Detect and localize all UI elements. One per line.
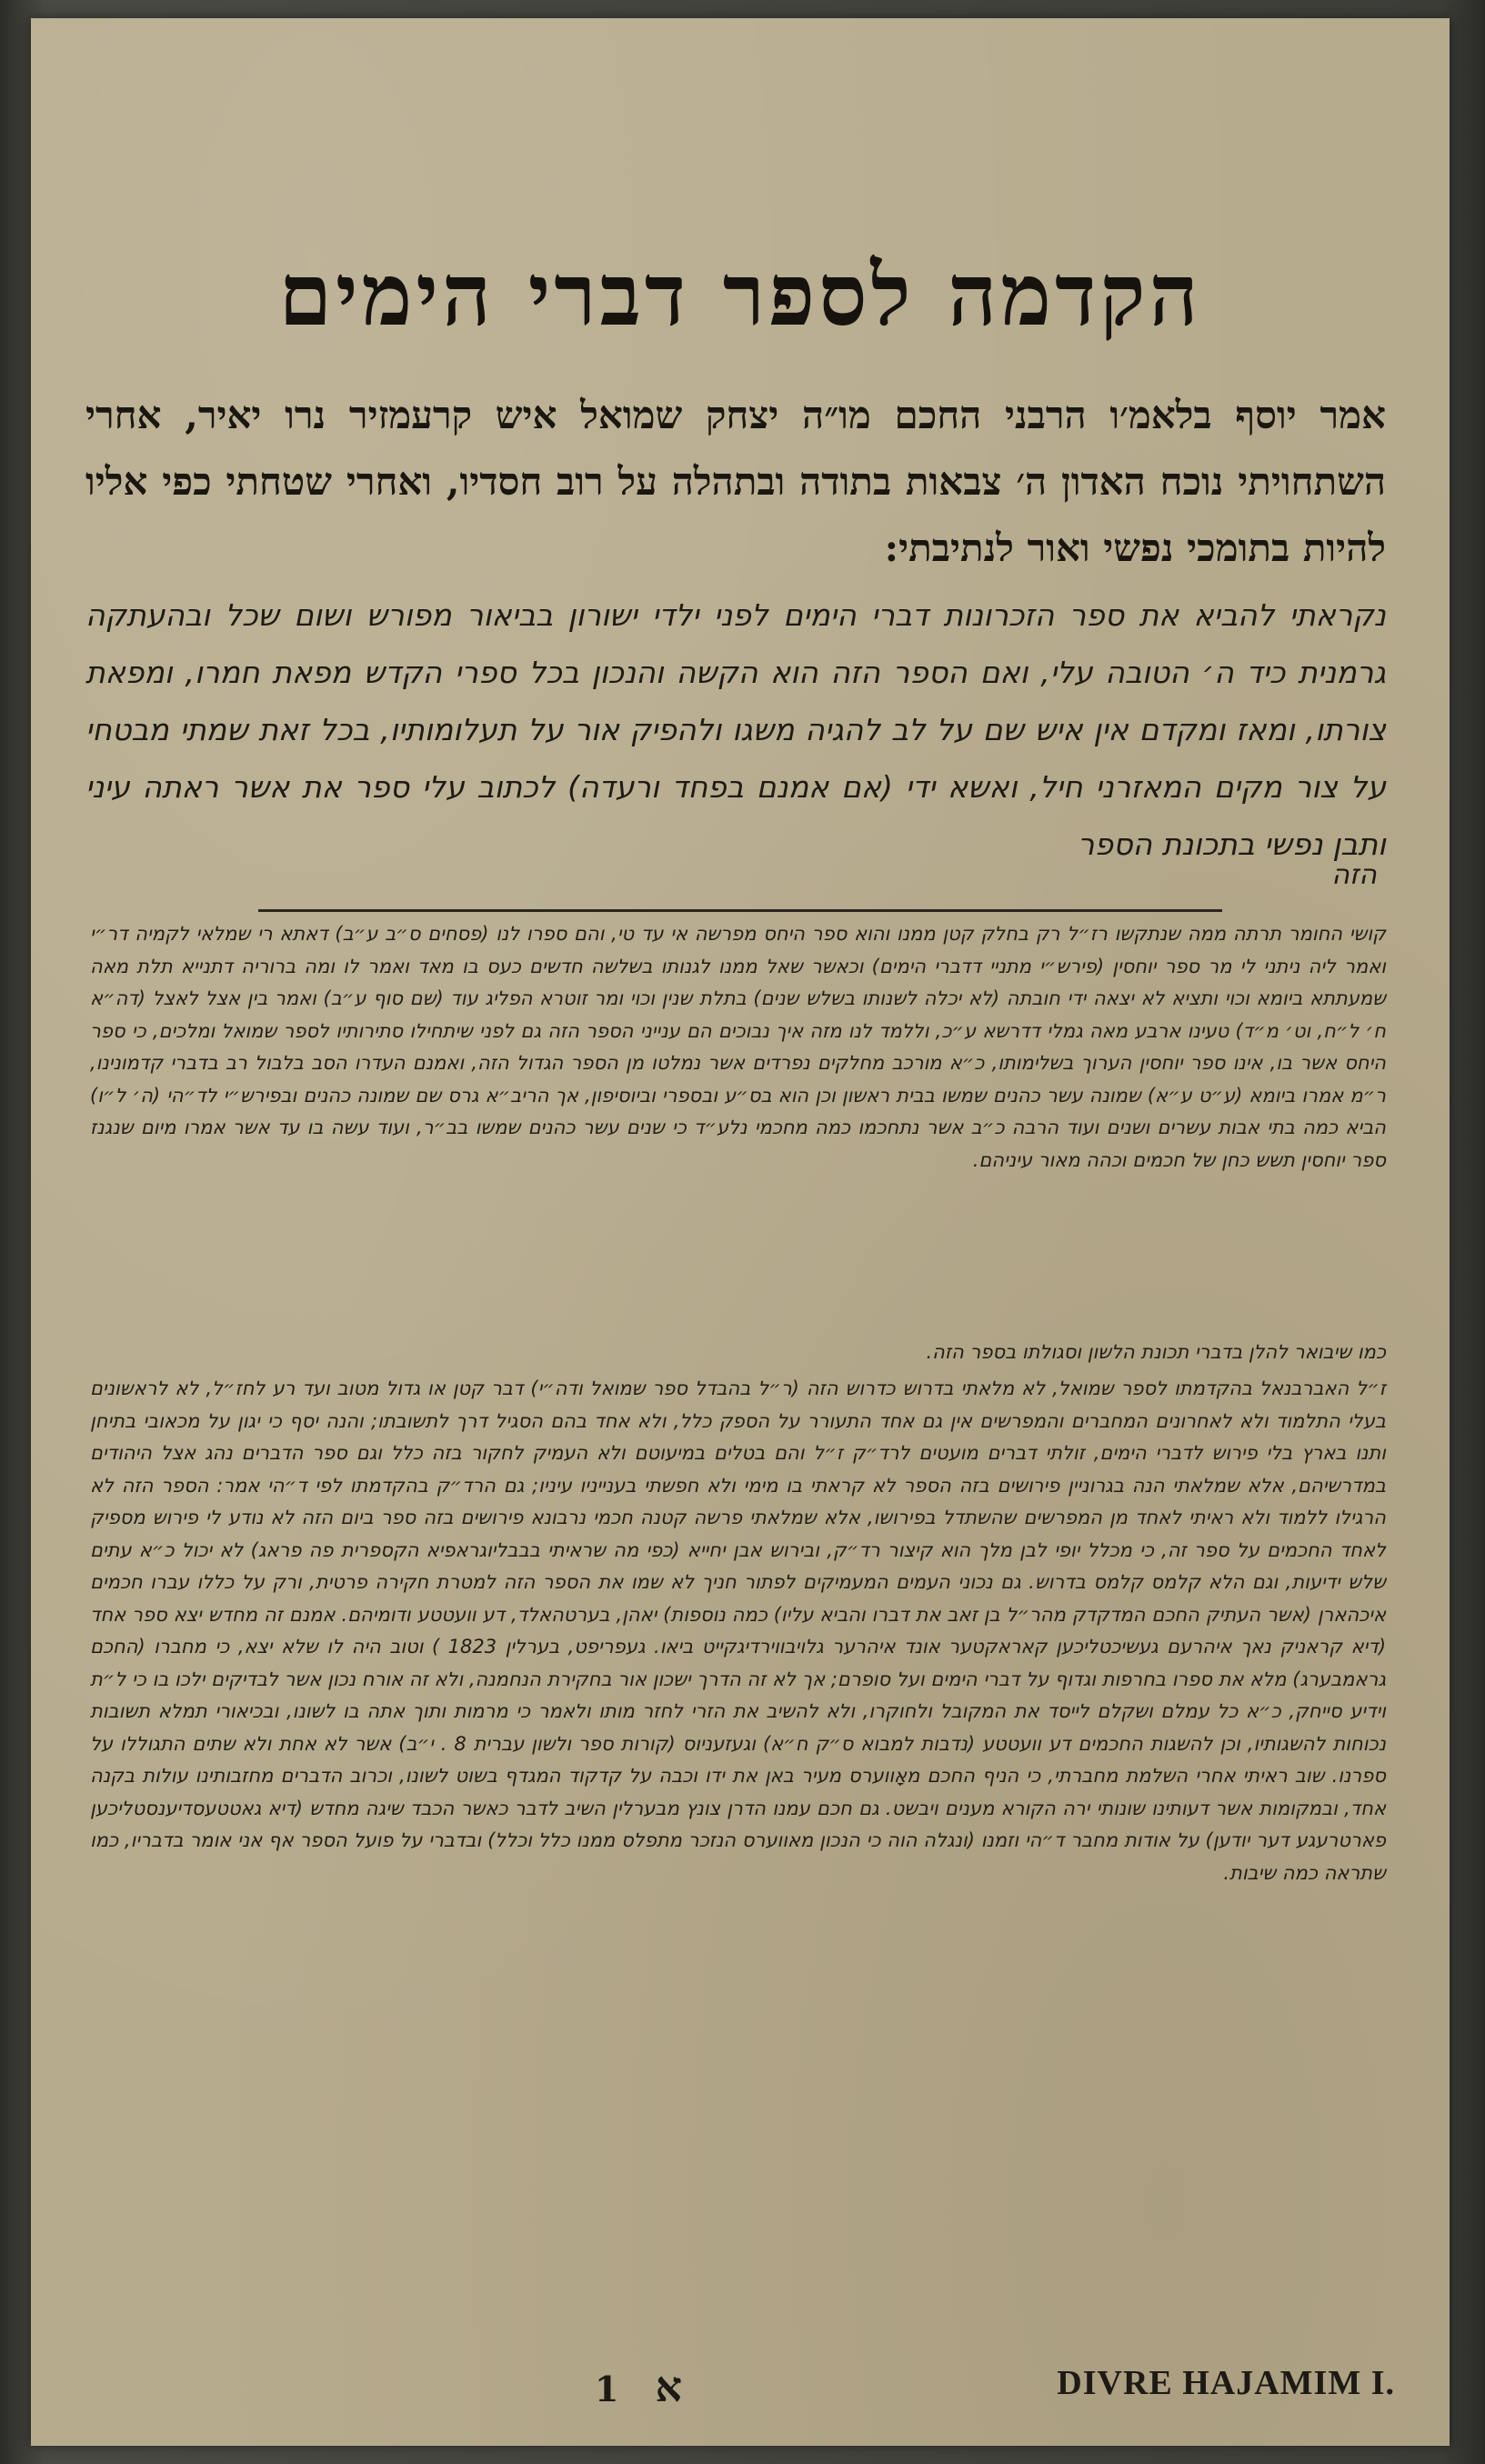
footnote-b: כמו שיבואר להלן בדברי תכונת הלשון וסגולתו בספר הזה.: [926, 1341, 1386, 1363]
footnote-divider: [258, 909, 1222, 912]
main-paragraph: [85, 586, 1386, 873]
main-paragraph-text: נקראתי להביא את ספר הזכרונות דברי הימים לפני ילדי ישורון בביאור מפורש ושום שכל ובהעתקה גרמנית כיד ה׳ הטובה עלי, ואם הספר הזה הוא הקשה והנכון בכל ספרי הקדש מפאת חמרו, ומפאת צורתו, ומאז ומקדם אין איש שם על לב להגיה משגו ולהפיק אור על תעלומותיו, בכל זאת שמתי מבטחי על צור מקים המאזרני חיל, ואשא ידי (אם אמנם בפחד ורעדה) לכתוב עלי ספר את אשר ראתה עיני ותבן נפשי בתכונת הספר: [85, 597, 1386, 862]
main-paragraph-last-word: הזה: [1331, 859, 1377, 891]
signature-mark: [595, 2359, 682, 2417]
footnote-c: ז״ל האברבנאל בהקדמתו לספר שמואל, לא מלאתי בדרוש כדרוש הזה (ר״ל בהבדל ספר שמואל ודה״י) דבר קטן או גדול מטוב ועד רע לחז״ל, לא לראשונים בעלי התלמוד ולא לאחרונים המחברים והמפרשים אין גם אחד התעורר על הספק כלל, ולא אחד בהם הסגיל דרך לתשובתו; והנה יסף כי יגון על מכאובי בתיחן ותנו בארץ בלי פירוש לדברי הימים, זולתי דברים מועטים לרד״ק ז״ל והם בטלים במיעוטם ולא העמיק לחקור בזה כלל וגם ספר הדברים נהג אצל היהודים במדרשיהם, אלא שמלאתי הנה בגרוניין פירושים בזה הספר לא קראתי בו מימי ולא חפשתי בענייניו עיניו; גם הרד״ק בהקדמתו לפי ד״הי אמר: הספר הזה לא הרגילו ללמוד ולא ראיתי לאחד מן המפרשים שהשתדל בפירושו, אלא שמלאתי פרשה קטנה חכמי נרבונא פירושים בזה ספר ביום הזה לא נודע לי פירוש מספיק לאחד החכמים על ספר זה, כי מכלל יופי לבן מלך הוא קיצור רד״ק, ובירוש אבן יחייא (כפי מה שראיתי בבבליוגראפיא הקספרית פה פראג) לא יכול כ״א עתים שלש ידיעות, וגם הלא קלמס קלמס בדרוש. גם נכוני העמים המעמיקים לפתור חניך לא שמו את הספר הזה למטרת חקירה פרטית, ורק על כללו עברו חכמים איכהארן (אשר העתיק החכם המדקדק מהר״ל בן זאב את דברו והביא עליו) כמה נוספות) יאהן, בערטהאלד, דע וועטטע ודומיהם. אמנם זה מחדש יצא ספר אחד (דיא קראניק נאך איהרעם געשיכטליכען קאראקטער אונד איהרער גלויבווירדיגקייט ביאו. געפריפט, בערלין 1823 ) וטוב היה לו שלא יצא, כי מחברו (החכם גראמבערג) מלא את ספרו בחרפות וגדוף על דברי הימים ועל סופרם; אך לא זה הדרך ישכון אור בחקירת הנחמנה, ולא זה אורח נכון אשר לבדיקים ילכו בו כי ל״ת וידיע סייחק, כ״א כל עמלם ושקלם לייסד את המקובל ולחוקרו, ולא להשיב את הזרי לחזר מותו ולאמר כי מרמות ותוך אתה בו לשונו, ובכיאורי תמלא תשובות נכוחות להשגותיו, וכן להשגות החכמים דע וועטטע (נדבות למבוא ס״ק ח״א) וגעזעניוס (קורות ספר ולשון עברית 8 . י״ב) אשר לא אחת ולא שתים התגוללו על ספרנו. שוב ראיתי אחרי השלמת מחברתי, כי הניף החכם מאָווערס מעיר באן את ידו וכבה על קדקוד המגדף בשוט לשונו, וכרוב הדברים מחזבותינו עולות בקנה אחד, ובמקומות אשר דעותינו שונותי ירה הקורא מענים ויבשט. גם חכם עמנו הדרן צונץ מבערלין השיב לדבר כאשר הכבד שיגה מחדש (דיא גאטטעסדיענסטליכען פארטרעגע דער יודען) על אודות מחבר ד״הי וזמנו (ונגלה הוה כי הנכון מאווערס הנזכר מתפלס ממנו כלל וכלל) ובדברי על פועל הספר אף אני אומר בדבריו, כמו שתראה כמה שיבות.: [90, 1377, 1387, 1884]
footnote-a: קושי החומר תרתה ממה שנתקשו רז״ל רק בחלק קטן ממנו והוא ספר היחס מפרשה אי עד טי, והם ספרו לנו (פסחים ס״ב ע״ב) דאתא רי שמלאי לקמיה דר״י ואמר ליה ניתני לי מר ספר יוחסין (פירש״י מתניי דדברי הימים) וכאשר שאל ממנו לגנותו בשלשה חדשים כעס בו מאד ואמר לו ומה ברוריה דתנייא תלת מאה שמעתתא ביומא וכוי ותציא לא יצאה ידי חובתה (לא יכלה לשנותו בשלש שנים) בתלת שנין וכוי ומר זוטרא הפליג עוד (שם סוף ע״ב) ואמר בין אצל לאצל (דה״א ח׳ ל״ח, וט׳ מ״ד) טעינו ארבע מאה גמלי דדרשא ע״כ, וללמד לנו מזה איך נבוכים הם ענייני הספר הזה גם לפני שיתחילו סתירותיו לספר שמואל ומלכים, כי ספר היחס אשר בו, אינו ספר יוחסין הערוך בשלימותו, כ״א מורכב מחלקים נפרדים אשר נמלטו מן הספר הגדול הזה, ואמנם העדרו הסב בלבול רב בדברי קדמונינו, ר״מ אמרו ביומא (ע״ט ע״א) שמונה עשר כהנים שמשו בבית ראשון וכן הוא בס״ע ובספרי וביוסיפון, אך הריב״א גרס שם שמונה כהנים ובפירש״י לד״הי (ה׳ ל״ו) הביא כמה בתי אבות עשרים ושנים ועוד הרבה כ״ב אשר נתחכמו כמה מחכמי נלע״ד כי שנים עשר כהנים שמשו בב״ר, ועוד עשה בו עד אשר אמרו מיום שנגנז ספר יוחסין תשש כחן של חכמים וכהה מאור עיניהם.: [90, 923, 1386, 1171]
signature-letter: א: [655, 2362, 683, 2411]
page-footer: [85, 2359, 1395, 2414]
opening-paragraph: אמר יוסף בלאמ׳ו הרבני החכם מו״ה יצחק שמואל איש קרעמזיר נרו יאיר, אחרי השתחויתי נוכח האדון ה׳ צבאות בתודה ובתהלה על רוב חסדיו, ואחרי שטחתי כפי אליו להיות בתומכי נפשי ואור לנתיבתי:: [85, 393, 1386, 570]
document-page: [31, 18, 1450, 2446]
running-title: DIVRE HAJAMIM I.: [1057, 2364, 1395, 2402]
page-title: הקדמה לספר דברי הימים: [278, 245, 1202, 346]
page-number: 1: [595, 2369, 619, 2409]
